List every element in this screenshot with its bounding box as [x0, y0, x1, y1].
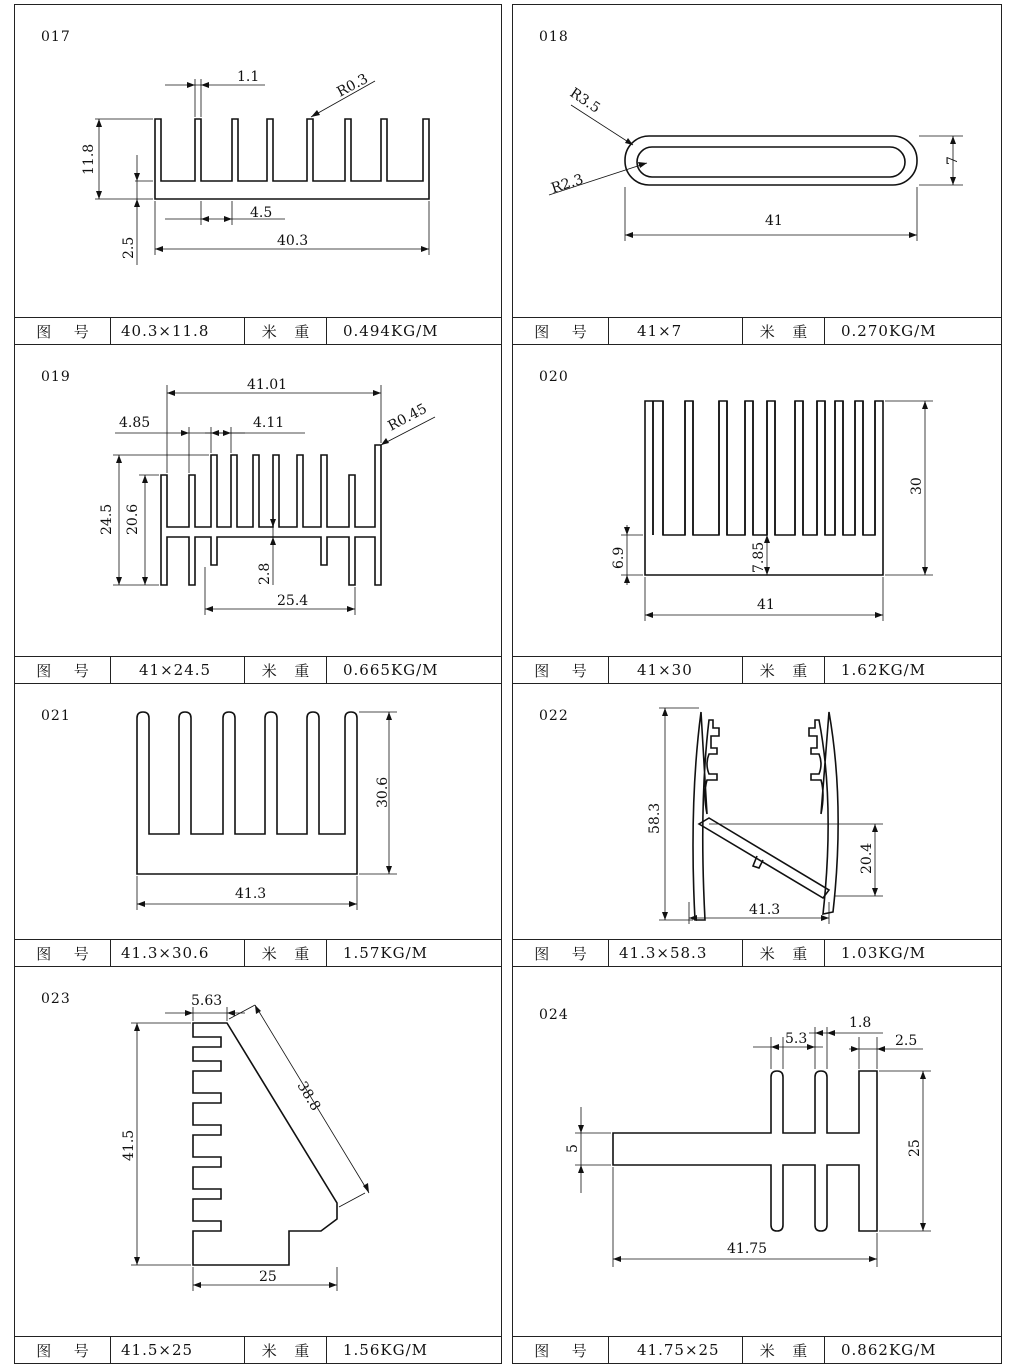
fig-no-label: 图 号 — [513, 318, 609, 344]
fig-no-label: 图 号 — [513, 940, 609, 966]
dimension-label: 4.85 — [119, 415, 151, 431]
dimension-label: 38.8 — [293, 1078, 324, 1114]
profile-card-024 — [512, 966, 1002, 1364]
fig-no-label: 图 号 — [15, 1337, 111, 1363]
dimension-label: 25 — [259, 1269, 277, 1285]
dimension-label: 6.9 — [611, 546, 627, 569]
dimension-label: 20.6 — [125, 503, 141, 535]
fig-size: 41.3×58.3 — [609, 940, 743, 966]
dimension-lines — [621, 401, 933, 621]
dimension-label: 30.6 — [375, 776, 391, 808]
dimension-label: R0.3 — [334, 71, 371, 101]
fin-slots — [653, 401, 875, 535]
left-rail — [693, 712, 719, 920]
dimension-label: 1.1 — [237, 69, 260, 85]
profile-number: 018 — [539, 29, 569, 45]
fig-no-label: 图 号 — [15, 318, 111, 344]
spec-row — [513, 1336, 1001, 1363]
dimension-lines — [131, 1005, 369, 1291]
dimension-label: 40.3 — [277, 233, 309, 249]
profile-outline — [613, 1071, 877, 1231]
weight-value: 0.270KG/M — [841, 322, 937, 340]
dimension-label: R2.3 — [549, 171, 586, 197]
profile-drawing-019 — [15, 345, 501, 657]
dimension-label: R3.5 — [566, 85, 603, 117]
dimension-label: 2.8 — [257, 562, 273, 585]
right-rail — [809, 712, 838, 914]
profile-card-019 — [14, 344, 502, 684]
profile-drawing-023 — [15, 967, 501, 1337]
dimension-label: 1.8 — [849, 1015, 872, 1031]
dimension-label: 7.85 — [751, 541, 767, 573]
dimension-label: 5.63 — [191, 993, 223, 1009]
dimension-label: 41.3 — [749, 902, 781, 918]
profile-card-021 — [14, 683, 502, 967]
fig-no-label: 图 号 — [15, 657, 111, 683]
weight-label: 米 重 — [245, 1337, 327, 1363]
dimension-label: 30 — [909, 477, 925, 495]
dimension-label: 4.5 — [250, 205, 273, 221]
spec-row — [513, 939, 1001, 966]
dimension-label: 25.4 — [277, 593, 309, 609]
spec-row — [15, 317, 501, 344]
fig-size: 40.3×11.8 — [111, 318, 245, 344]
profile-card-022 — [512, 683, 1002, 967]
fig-size: 41.75×25 — [609, 1337, 743, 1363]
heatsink-outline — [155, 119, 429, 199]
inner-oval — [637, 147, 905, 177]
fig-no-label: 图 号 — [15, 940, 111, 966]
dimension-label: 7 — [945, 156, 961, 165]
weight-value: 1.56KG/M — [343, 1341, 428, 1359]
profile-number: 020 — [539, 369, 569, 385]
dimension-label: 41 — [757, 597, 775, 613]
dimension-label: 41.75 — [727, 1241, 768, 1257]
dimension-label: 4.11 — [253, 415, 285, 431]
fig-size: 41.5×25 — [111, 1337, 245, 1363]
dimension-label: 11.8 — [81, 143, 97, 175]
profile-number: 022 — [539, 708, 569, 724]
dimension-label: 20.4 — [859, 842, 875, 874]
profile-drawing-022 — [513, 684, 1001, 940]
fig-size: 41.3×30.6 — [111, 940, 245, 966]
weight-value: 1.57KG/M — [343, 944, 428, 962]
profile-drawing-018 — [513, 5, 1001, 317]
profile-number: 019 — [41, 369, 71, 385]
weight-value: 1.03KG/M — [841, 944, 926, 962]
weight-value: 1.62KG/M — [841, 661, 926, 679]
spec-row — [513, 656, 1001, 683]
fig-size: 41×7 — [609, 318, 743, 344]
profile-drawing-024 — [513, 967, 1001, 1337]
dimension-label: 41.01 — [247, 377, 288, 393]
spec-row — [513, 317, 1001, 344]
fig-size: 41×30 — [609, 657, 743, 683]
profile-card-017 — [14, 4, 502, 345]
weight-value: 0.862KG/M — [841, 1341, 937, 1359]
diagonal-web — [699, 818, 829, 898]
profile-number: 023 — [41, 991, 71, 1007]
dimension-label: 41.5 — [121, 1129, 137, 1161]
dimension-label: 25 — [907, 1139, 923, 1157]
dimension-label: R0.45 — [385, 400, 430, 435]
dimension-lines — [137, 712, 397, 910]
heatsink-outline — [193, 1023, 337, 1265]
profile-card-020 — [512, 344, 1002, 684]
dimension-label: 24.5 — [99, 503, 115, 535]
weight-label: 米 重 — [245, 657, 327, 683]
weight-label: 米 重 — [743, 657, 825, 683]
profile-number: 017 — [41, 29, 71, 45]
weight-value: 0.494KG/M — [343, 322, 439, 340]
weight-value: 0.665KG/M — [343, 661, 439, 679]
dimension-label: 58.3 — [647, 802, 663, 834]
dimension-label: 5 — [565, 1144, 581, 1153]
weight-label: 米 重 — [743, 1337, 825, 1363]
profile-drawing-020 — [513, 345, 1001, 657]
dimension-label: 5.3 — [785, 1031, 808, 1047]
fig-no-label: 图 号 — [513, 657, 609, 683]
fig-size: 41×24.5 — [111, 657, 245, 683]
fig-no-label: 图 号 — [513, 1337, 609, 1363]
dimension-label: 41 — [765, 213, 783, 229]
spec-row — [15, 656, 501, 683]
spec-row — [15, 1336, 501, 1363]
profile-number: 024 — [539, 1007, 569, 1023]
profile-card-023 — [14, 966, 502, 1364]
weight-label: 米 重 — [245, 318, 327, 344]
dimension-label: 2.5 — [121, 236, 137, 259]
dimension-label: 41.3 — [235, 886, 267, 902]
weight-label: 米 重 — [743, 940, 825, 966]
profile-drawing-017 — [15, 5, 501, 317]
spec-row — [15, 939, 501, 966]
dimension-lines — [95, 79, 429, 265]
heatsink-outline — [137, 712, 357, 874]
weight-label: 米 重 — [743, 318, 825, 344]
dimension-label: 2.5 — [895, 1033, 918, 1049]
weight-label: 米 重 — [245, 940, 327, 966]
profile-drawing-021 — [15, 684, 501, 940]
profile-number: 021 — [41, 708, 71, 724]
profile-card-018 — [512, 4, 1002, 345]
